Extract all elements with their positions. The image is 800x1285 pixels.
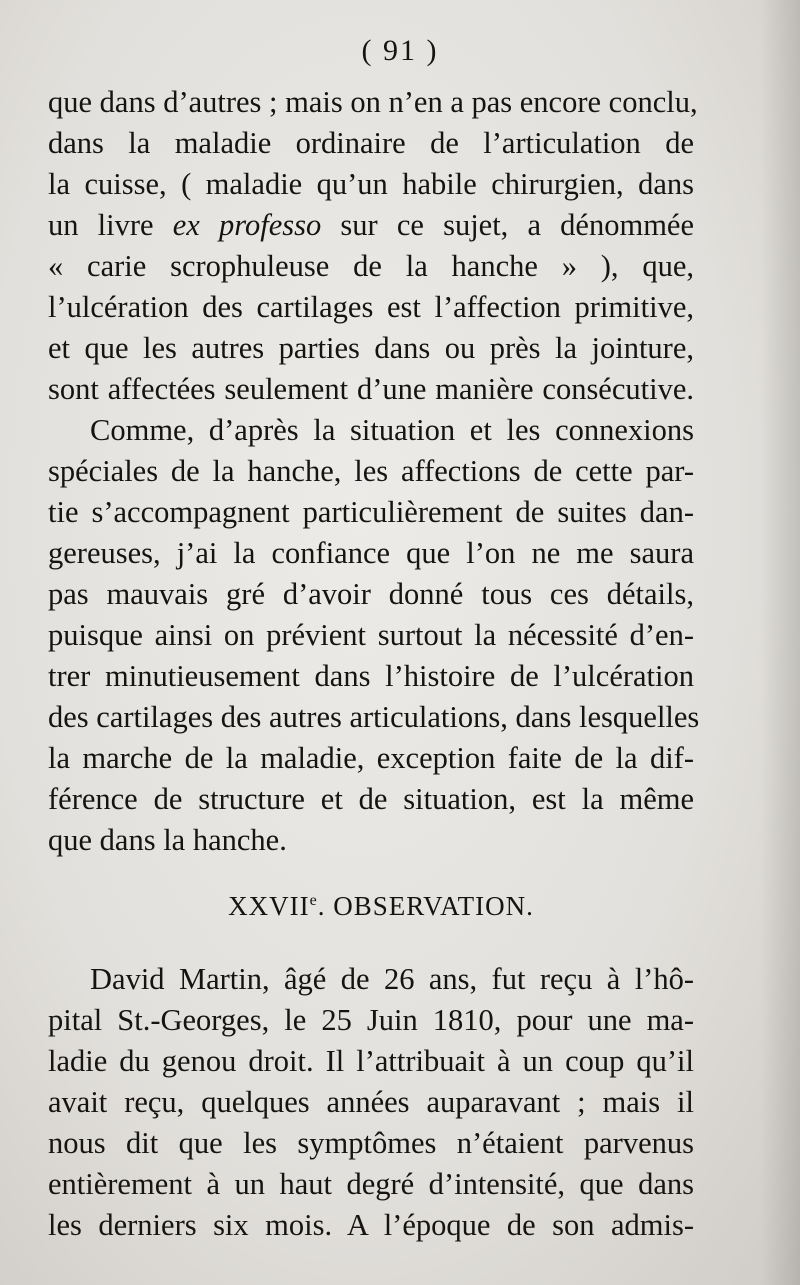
text-line: David Martin, âgé de 26 ans, fut reçu à l’hô- (90, 962, 694, 996)
text-line (48, 205, 694, 246)
text-line: les derniers six mois. A l’époque de son admis- (48, 1208, 694, 1242)
text-line: sont affectées seulement d’une manière consécutive. (48, 372, 694, 406)
text-line: des cartilages des autres articulations, dans lesquelles (48, 700, 700, 734)
text-line: gereuses, j’ai la confiance que l’on ne me saura (48, 536, 694, 570)
spacer (48, 921, 694, 959)
text-line: la cuisse, ( maladie qu’un habile chirurgien, dans (48, 167, 694, 201)
text-line: que dans d’autres ; mais on n’en a pas encore conclu, (48, 85, 698, 119)
text-line: nous dit que les symptômes n’étaient parvenus (48, 1126, 694, 1160)
italic-phrase: ex professo (172, 208, 322, 242)
binding-shadow (760, 0, 800, 1285)
text-line-segment: un livre ex professo sur ce sujet, a dénommée (48, 208, 694, 242)
text-line: pas mauvais gré d’avoir donné tous ces détails, (48, 577, 694, 611)
text-line: que dans la hanche. (48, 823, 287, 857)
text-line: Comme, d’après la situation et les connexions (90, 413, 694, 447)
text-line: entièrement à un haut degré d’intensité, que dans (48, 1167, 694, 1201)
page-body (48, 82, 700, 1246)
text-line: spéciales de la hanche, les affections de cette par- (48, 454, 694, 488)
spacer (48, 861, 694, 880)
page-number: ( 91 ) (361, 34, 439, 67)
text-line: dans la maladie ordinaire de l’articulation de (48, 126, 694, 160)
text-line: avait reçu, quelques années auparavant ; mais il (48, 1085, 694, 1119)
text-line: « carie scrophuleuse de la hanche » ), que, (48, 249, 694, 283)
text-line: férence de structure et de situation, est la même (48, 782, 694, 816)
text-line: l’ulcération des cartilages est l’affection primitive, (48, 290, 694, 324)
text-line: la marche de la maladie, exception faite de la dif- (48, 741, 694, 775)
text-line: ladie du genou droit. Il l’attribuait à un coup qu’il (48, 1044, 694, 1078)
text-line: tie s’accompagnent particulièrement de suites dan- (48, 495, 694, 529)
text-line: trer minutieusement dans l’histoire de l’ulcération (48, 659, 694, 693)
text-line: et que les autres parties dans ou près la jointure, (48, 331, 694, 365)
text-line: pital St.-Georges, le 25 Juin 1810, pour une ma- (48, 1003, 694, 1037)
section-heading: XXVIIe. OBSERVATION. (228, 891, 534, 921)
text-line: puisque ainsi on prévient surtout la nécessité d’en- (48, 618, 694, 652)
ordinal-superscript: e (309, 892, 318, 909)
